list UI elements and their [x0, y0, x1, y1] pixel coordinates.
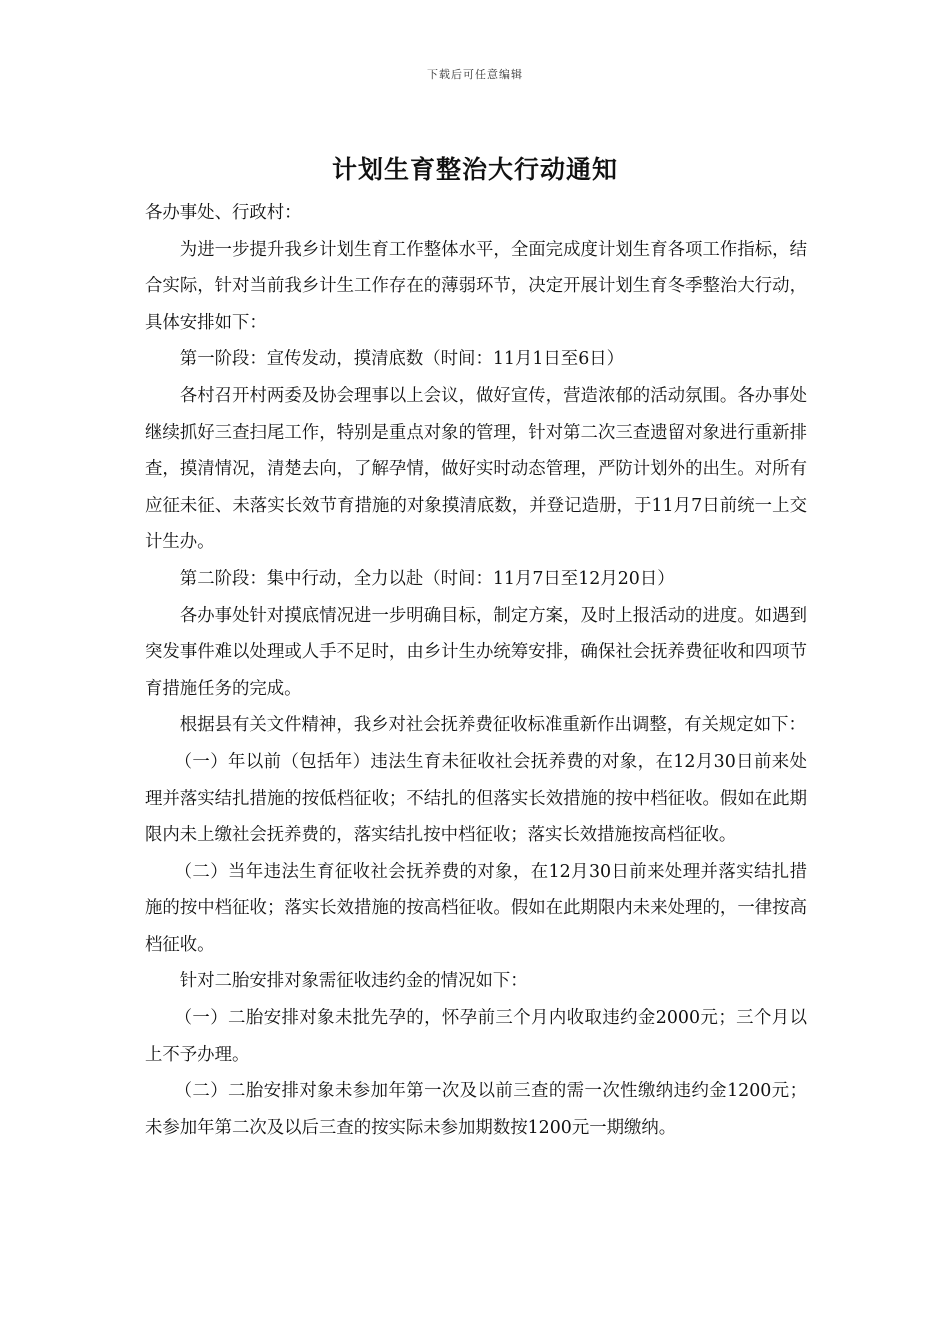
paragraph-fee-rule-one: （一）年以前（包括年）违法生育未征收社会抚养费的对象，在12月30日前来处理并落实结扎措施的按低档征收；不结扎的但落实长效措施的按中档征收。假如在此期限内未上缴社会抚养费的，落实结扎按中档征收；落实长效措施按高档征收。 [145, 751, 807, 846]
paragraph-phase-two-heading: 第二阶段：集中行动，全力以赴（时间：11月7日至12月20日） [179, 568, 675, 589]
document-title: 计划生育整治大行动通知 [331, 155, 618, 184]
paragraph-phase-one-heading: 第一阶段：宣传发动，摸清底数（时间：11月1日至6日） [179, 349, 625, 370]
paragraph-intro: 为进一步提升我乡计划生育工作整体水平，全面完成度计划生育各项工作指标，结合实际，针对当前我乡计生工作存在的薄弱环节，决定开展计划生育冬季整治大行动，具体安排如下： [145, 239, 807, 333]
paragraph-phase-two-body: 各办事处针对摸底情况进一步明确目标，制定方案，及时上报活动的进度。如遇到突发事件难以处理或人手不足时，由乡计生办统筹安排，确保社会抚养费征收和四项节育措施任务的完成。 [145, 605, 807, 699]
paragraph-penalty-intro: 针对二胎安排对象需征收违约金的情况如下： [179, 971, 528, 992]
salutation: 各办事处、行政村： [145, 203, 302, 223]
paragraph-fee-rules-intro: 根据县有关文件精神，我乡对社会抚养费征收标准重新作出调整，有关规定如下： [179, 715, 806, 736]
paragraph-penalty-one: （一）二胎安排对象未批先孕的，怀孕前三个月内收取违约金2000元；三个月以上不予办理。 [145, 1008, 807, 1065]
document-body [145, 195, 807, 1146]
header-note: 下载后可任意编辑 [427, 68, 523, 81]
paragraph-penalty-two: （二）二胎安排对象未参加年第一次及以前三查的需一次性缴纳违约金1200元；未参加年第二次及以后三查的按实际未参加期数按1200元一期缴纳。 [145, 1081, 807, 1138]
paragraph-fee-rule-two: （二）当年违法生育征收社会抚养费的对象，在12月30日前来处理并落实结扎措施的按中档征收；落实长效措施的按高档征收。假如在此期限内未来处理的，一律按高档征收。 [145, 861, 807, 955]
paragraph-phase-one-body: 各村召开村两委及协会理事以上会议，做好宣传，营造浓郁的活动氛围。各办事处继续抓好三查扫尾工作，特别是重点对象的管理，针对第二次三查遗留对象进行重新排查，摸清情况，清楚去向，了解孕情，做好实时动态管理，严防计划外的出生。对所有应征未征、未落实长效节育措施的对象摸清底数，并登记造册，于11月7日前统一上交计生办。 [145, 385, 807, 553]
